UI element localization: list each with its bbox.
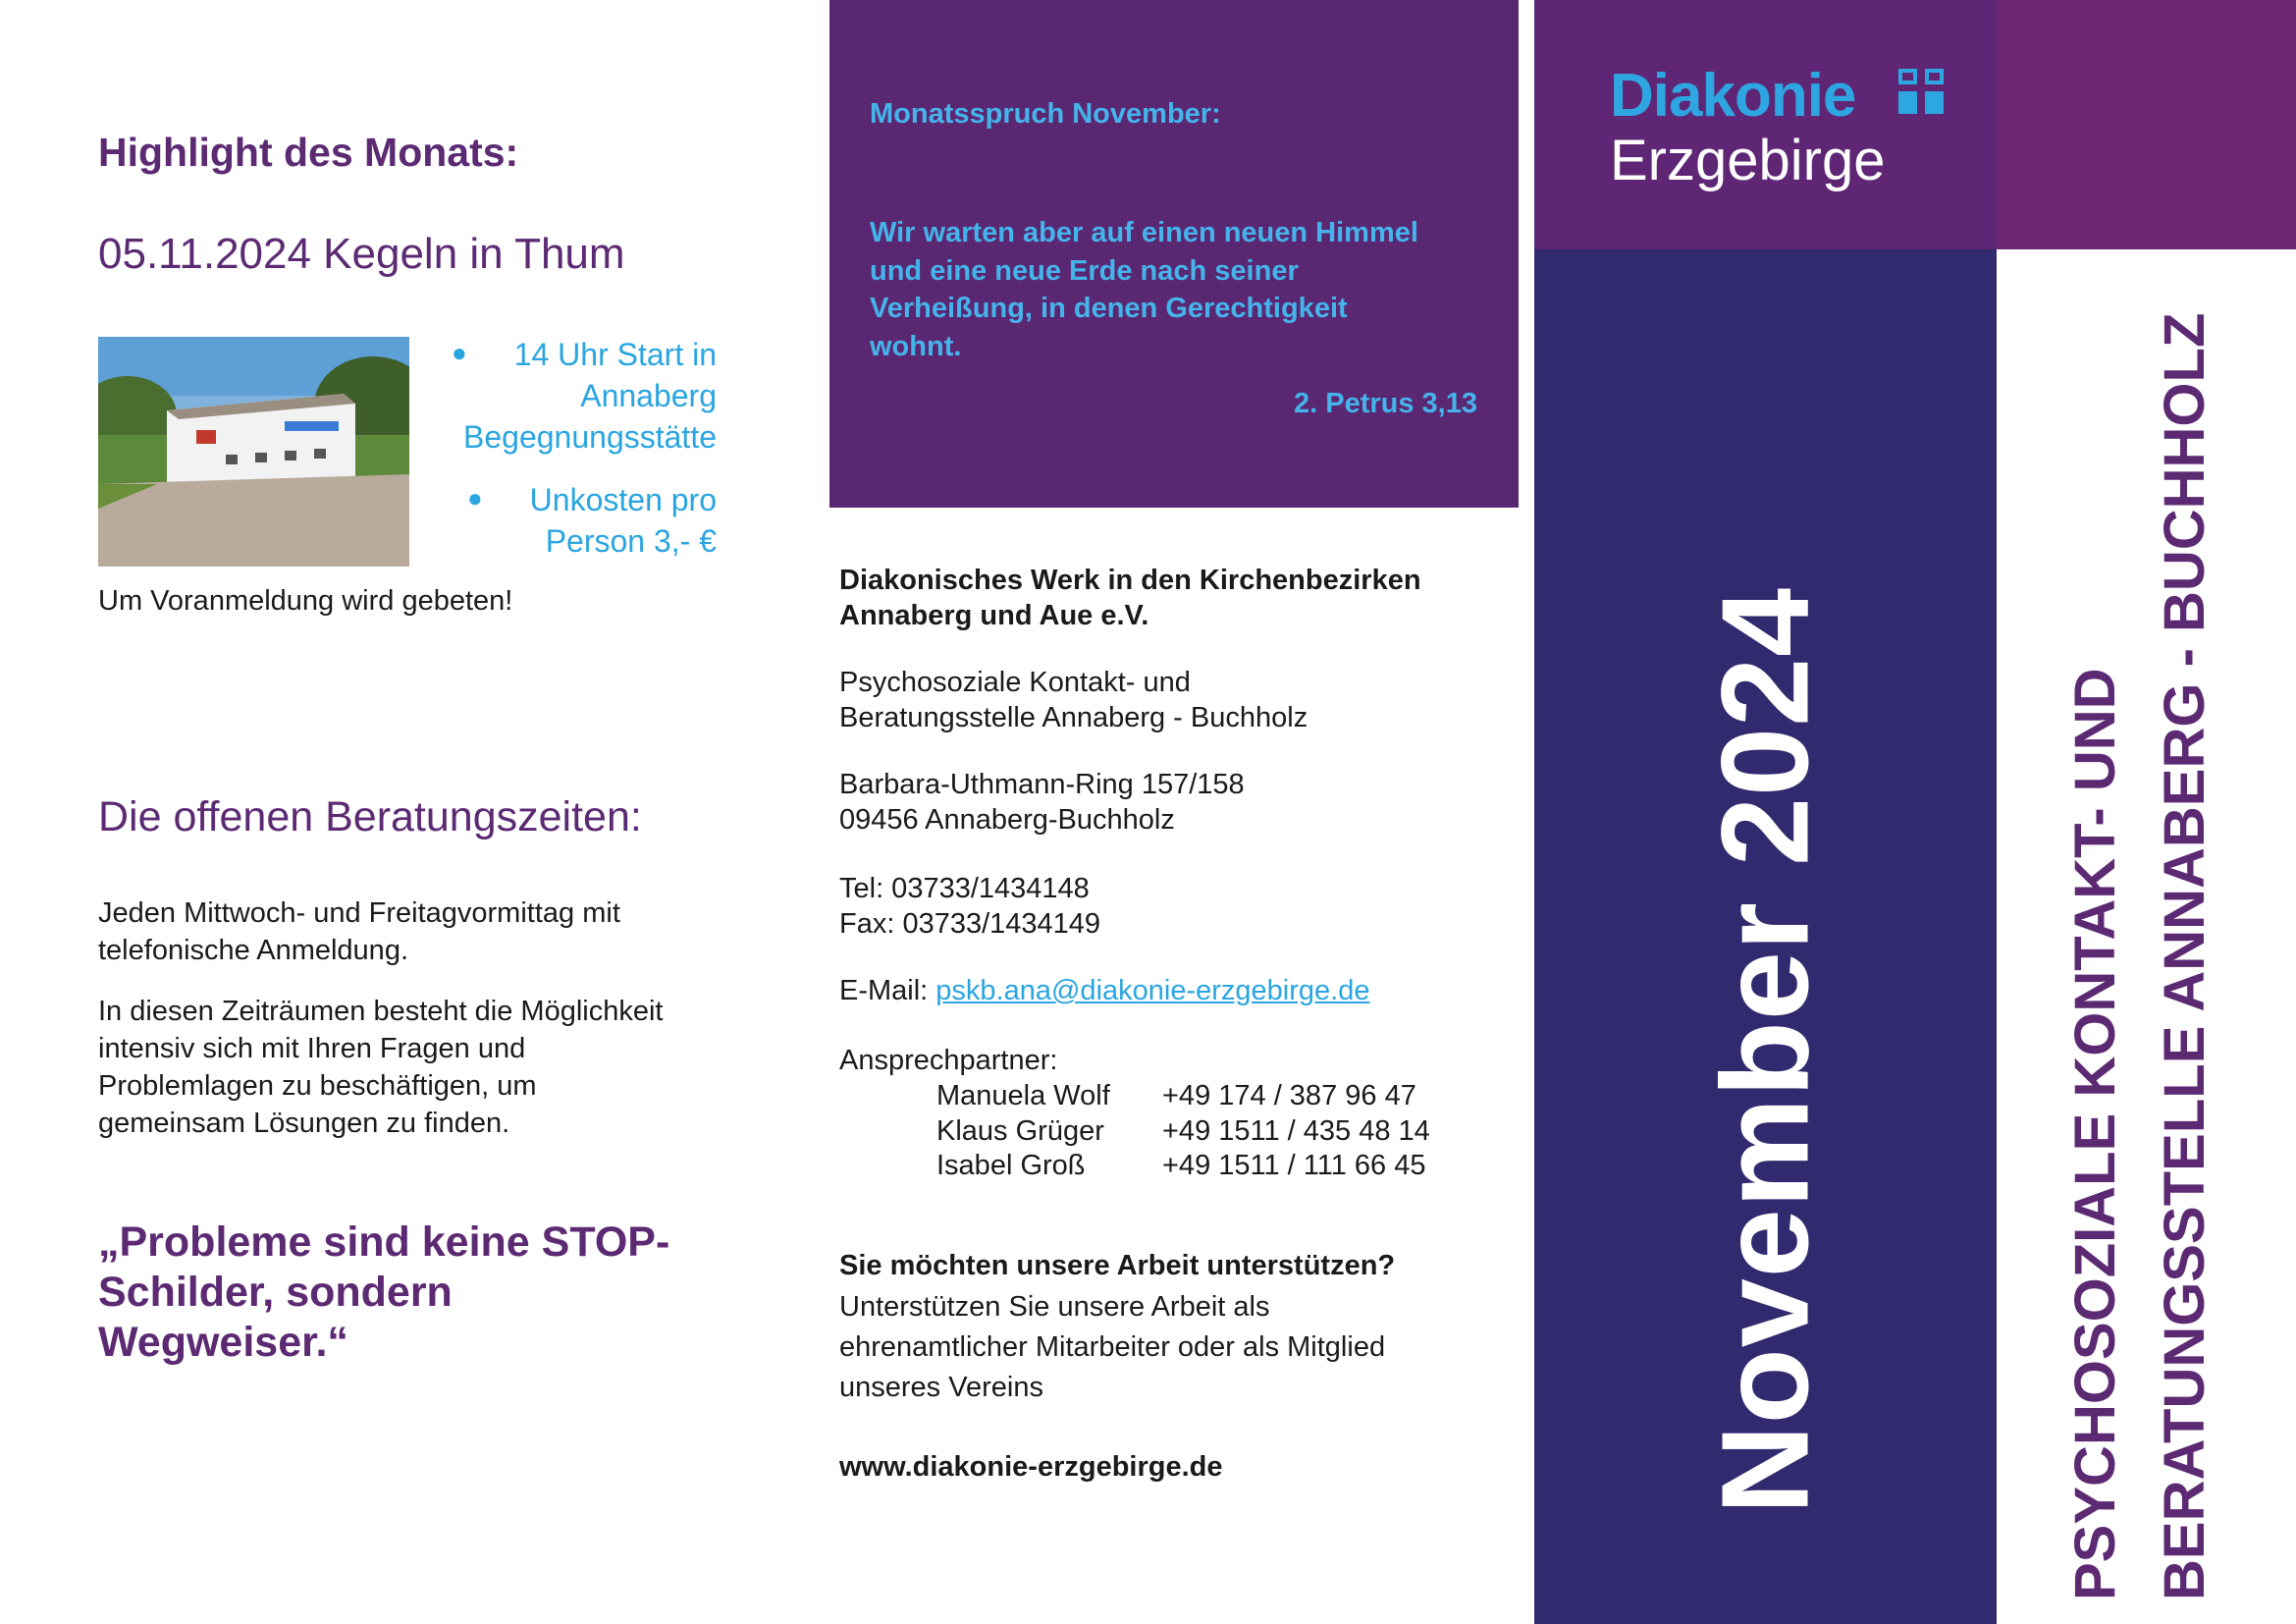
monatsspruch-text: Wir warten aber auf einen neuen Himmel und eine neue Erde nach seiner Verheißung, in denen Gerechtigkeit wohnt. xyxy=(870,217,1418,362)
event-title: 05.11.2024 Kegeln in Thum xyxy=(98,230,625,278)
contacts-list xyxy=(936,1079,1430,1184)
event-details xyxy=(422,334,717,583)
email-link[interactable]: pskb.ana@diakonie-erzgebirge.de xyxy=(935,975,1370,1006)
support-heading: Sie möchten unsere Arbeit unterstützen? xyxy=(839,1250,1396,1281)
bullet-dot-icon: ● xyxy=(467,483,483,513)
times-heading: Die offenen Beratungszeiten: xyxy=(98,793,642,840)
organization-name: Diakonisches Werk in den Kirchenbezirken Annaberg und Aue e.V. xyxy=(839,565,1421,631)
highlight-heading: Highlight des Monats: xyxy=(98,130,519,175)
corner-panel xyxy=(1997,0,2296,249)
contacts-title: Ansprechpartner: xyxy=(839,1045,1058,1076)
contact-row: Klaus Grüger +49 1511 / 435 48 14 xyxy=(936,1114,1430,1147)
phone-fax xyxy=(839,872,1100,942)
city: 09456 Annaberg-Buchholz xyxy=(839,803,1175,836)
bullet-costs: ● Unkosten pro Person 3,- € xyxy=(422,479,717,562)
diakonie-cross-icon xyxy=(1898,69,1944,114)
bullet-dot-icon: ● xyxy=(452,338,467,367)
bowling-hall-image xyxy=(98,337,409,567)
address xyxy=(839,768,1245,838)
contact-row: Isabel Groß +49 1511 / 111 66 45 xyxy=(936,1150,1426,1181)
unit-name: Psychosoziale Kontakt- und Beratungsstelle Annaberg - Buchholz xyxy=(839,667,1308,733)
monatsspruch-title: Monatsspruch November: xyxy=(870,98,1221,130)
month-title: November 2024 xyxy=(1695,586,1835,1515)
event-photo xyxy=(98,337,409,567)
registration-note: Um Voranmeldung wird gebeten! xyxy=(98,585,513,617)
brochure-title: PSYCHOSOZIALE KONTAKT- UND BERATUNGSSTELLE ANNABERG - BUCHHOLZ xyxy=(2063,312,2216,1600)
website: www.diakonie-erzgebirge.de xyxy=(839,1451,1223,1483)
logo-region: Erzgebirge xyxy=(1610,129,1886,192)
telephone: Tel: 03733/1434148 xyxy=(839,873,1090,904)
logo-name: Diakonie xyxy=(1610,62,1856,130)
motto-quote: „Probleme sind keine STOP- Schilder, sondern Wegweiser.“ xyxy=(98,1218,670,1366)
contact-row: Manuela Wolf +49 174 / 387 96 47 xyxy=(936,1080,1416,1111)
fax: Fax: 03733/1434149 xyxy=(839,907,1101,940)
street: Barbara-Uthmann-Ring 157/158 xyxy=(839,769,1245,800)
times-paragraph-1: Jeden Mittwoch- und Freitagvormittag mit telefonische Anmeldung. xyxy=(98,897,620,966)
email-line: E-Mail: pskb.ana@diakonie-erzgebirge.de xyxy=(839,975,1370,1006)
bullet-start-time: ● 14 Uhr Start in Annaberg Begegnungsstätte xyxy=(422,334,717,458)
times-paragraph-2: In diesen Zeiträumen besteht die Möglichkeit intensiv sich mit Ihren Fragen und Problemlagen zu beschäftigen, um gemeinsam Lösungen zu finden. xyxy=(98,996,664,1139)
monatsspruch-reference: 2. Petrus 3,13 xyxy=(1294,388,1477,419)
support-text: Unterstützen Sie unsere Arbeit als ehrenamtlicher Mitarbeiter oder als Mitglied unseres Vereins xyxy=(839,1291,1386,1403)
